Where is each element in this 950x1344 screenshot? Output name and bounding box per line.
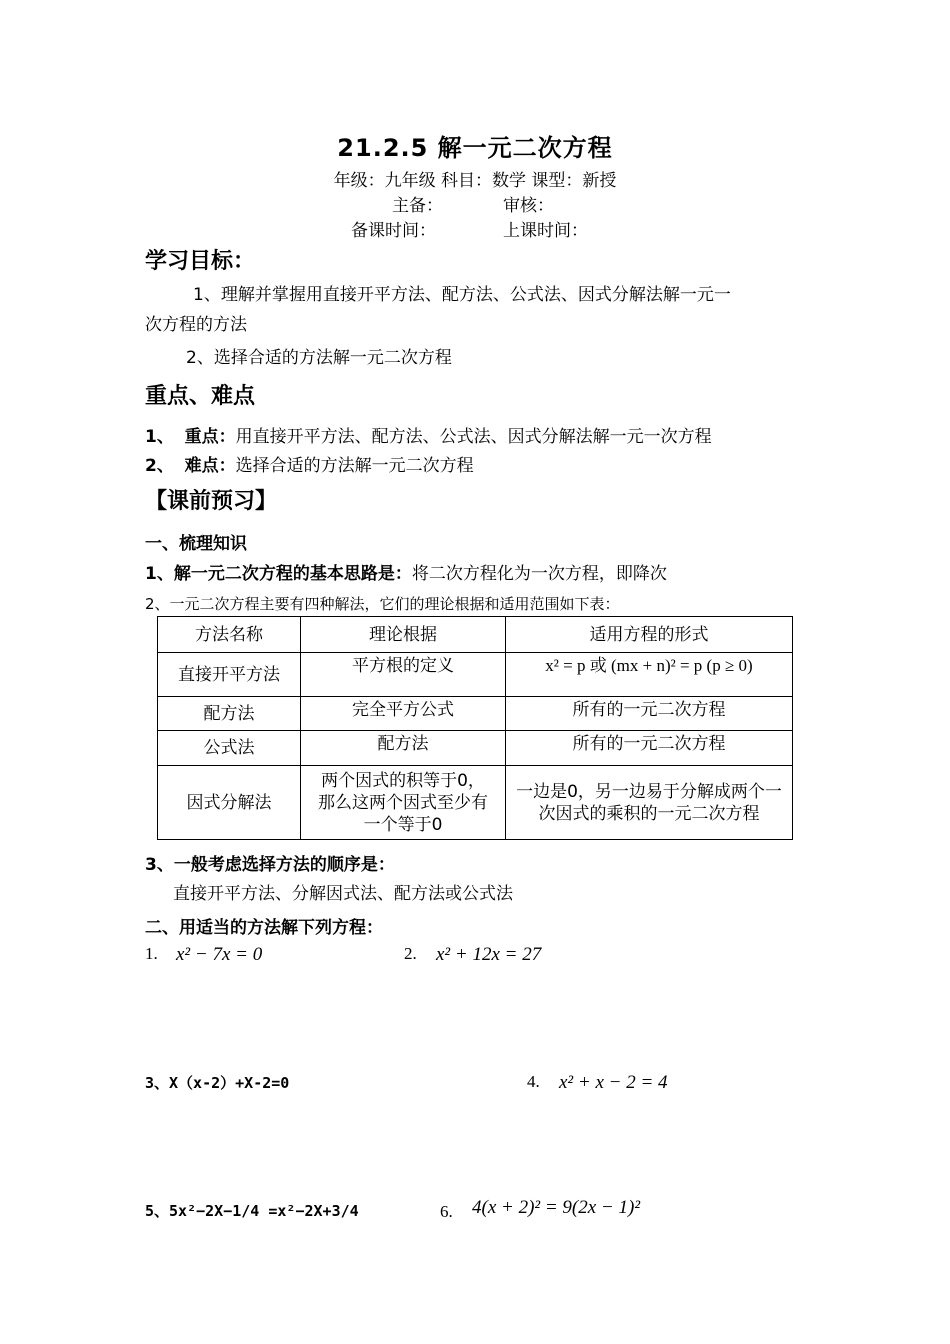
keypoint-1-text: 用直接开平方法、配方法、公式法、因式分解法解一元一次方程 bbox=[235, 427, 712, 447]
section-1-heading: 一、梳理知识 bbox=[145, 534, 247, 554]
table-row bbox=[158, 731, 793, 766]
methods-table bbox=[157, 616, 793, 840]
objective-2: 2、选择合适的方法解一元二次方程 bbox=[186, 348, 452, 368]
exercise-1-number: 1. bbox=[145, 944, 158, 963]
exercise-5: 5、5x²−2X−1/4 =x²−2X+3/4 bbox=[145, 1202, 359, 1220]
table-row bbox=[158, 697, 793, 731]
table-header-cell: 方法名称 bbox=[158, 617, 301, 653]
table-cell-basis: 配方法 bbox=[301, 731, 506, 766]
table-cell-form: 所有的一元二次方程 bbox=[506, 731, 793, 766]
table-cell-method: 公式法 bbox=[158, 731, 301, 766]
meta-beike: 备课时间： bbox=[351, 221, 436, 241]
section-2-heading: 二、用适当的方法解下列方程： bbox=[145, 918, 383, 938]
exercise-1-equation: x² − 7x = 0 bbox=[176, 944, 263, 965]
exercise-6-number: 6. bbox=[440, 1202, 453, 1221]
exercise-6-equation: 4(x + 2)² = 9(2x − 1)² bbox=[472, 1197, 641, 1218]
meta-shenhe: 审核： bbox=[503, 196, 554, 216]
keypoint-2 bbox=[145, 451, 474, 476]
table-cell-basis: 两个因式的积等于0，那么这两个因式至少有一个等于0 bbox=[301, 766, 506, 840]
objective-1b: 次方程的方法 bbox=[145, 315, 247, 335]
table-header-row bbox=[158, 617, 793, 653]
keypoints-heading: 重点、难点 bbox=[145, 384, 256, 409]
table-header-cell: 理论根据 bbox=[301, 617, 506, 653]
table-cell-method: 直接开平方法 bbox=[158, 653, 301, 697]
table-row bbox=[158, 766, 793, 840]
preview-q3-text: 直接开平方法、分解因式法、配方法或公式法 bbox=[173, 884, 513, 904]
keypoint-1-label: 重点： bbox=[184, 427, 236, 447]
keypoint-2-text: 选择合适的方法解一元二次方程 bbox=[235, 456, 474, 476]
table-cell-form: x² = p 或 (mx + n)² = p (p ≥ 0) bbox=[506, 653, 793, 697]
table-cell-method: 因式分解法 bbox=[158, 766, 301, 840]
preview-q1 bbox=[145, 559, 667, 584]
table-header-cell: 适用方程的形式 bbox=[506, 617, 793, 653]
exercise-2-number: 2. bbox=[404, 944, 417, 963]
preview-q1-label: 1、解一元二次方程的基本思路是： bbox=[145, 564, 412, 584]
table-cell-form: 所有的一元二次方程 bbox=[506, 697, 793, 731]
exercise-4-equation: x² + x − 2 = 4 bbox=[559, 1072, 668, 1093]
page-title: 21.2.5 解一元二次方程 bbox=[337, 134, 613, 162]
table-row bbox=[158, 653, 793, 697]
meta-shangke: 上课时间： bbox=[503, 221, 588, 241]
preview-q3-label: 3、一般考虑选择方法的顺序是： bbox=[145, 855, 395, 875]
keypoint-2-label: 难点： bbox=[184, 456, 236, 476]
exercise-2-equation: x² + 12x = 27 bbox=[436, 944, 542, 965]
objectives-heading: 学习目标： bbox=[145, 249, 256, 274]
preview-q1-text: 将二次方程化为一次方程，即降次 bbox=[411, 564, 667, 584]
preview-heading: 【课前预习】 bbox=[145, 489, 278, 514]
preview-q2: 2、一元二次方程主要有四种解法，它们的理论根据和适用范围如下表： bbox=[145, 595, 620, 613]
meta-zhubei: 主备： bbox=[392, 196, 443, 216]
table-cell-method: 配方法 bbox=[158, 697, 301, 731]
objective-1a: 1、理解并掌握用直接开平方法、配方法、公式法、因式分解法解一元一 bbox=[193, 285, 731, 305]
keypoint-2-num: 2、 bbox=[145, 456, 174, 476]
keypoint-1 bbox=[145, 422, 712, 447]
exercise-3: 3、X（x-2）+X-2=0 bbox=[145, 1074, 290, 1092]
table-cell-basis: 完全平方公式 bbox=[301, 697, 506, 731]
table-cell-basis: 平方根的定义 bbox=[301, 653, 506, 697]
keypoint-1-num: 1、 bbox=[145, 427, 174, 447]
meta-line-grade: 年级：九年级 科目：数学 课型：新授 bbox=[333, 171, 617, 191]
table-cell-form: 一边是0，另一边易于分解成两个一次因式的乘积的一元二次方程 bbox=[506, 766, 793, 840]
exercise-4-number: 4. bbox=[527, 1072, 540, 1091]
